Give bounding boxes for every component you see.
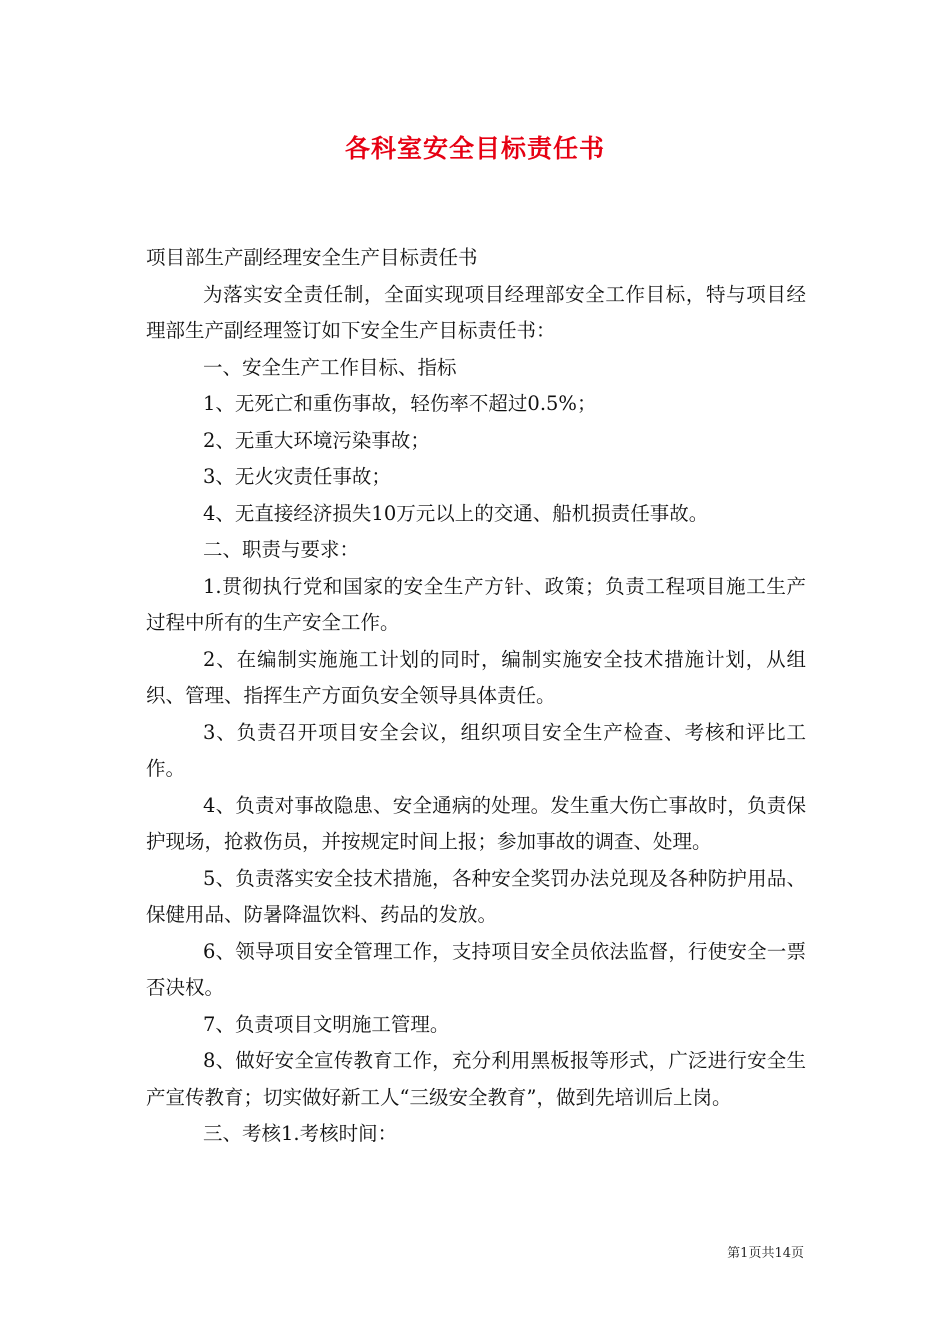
list-item: 4、负责对事故隐患、安全通病的处理。发生重大伤亡事故时，负责保护现场，抢救伤员，并按规定时间上报；参加事故的调查、处理。 bbox=[146, 793, 806, 853]
list-item: 4、无直接经济损失10万元以上的交通、船机损责任事故。 bbox=[203, 501, 709, 525]
section-heading-1: 一、安全生产工作目标、指标 bbox=[203, 355, 457, 379]
page-number: 第1页共14页 bbox=[727, 1246, 804, 1261]
list-item: 2、无重大环境污染事故； bbox=[203, 428, 430, 452]
list-item: 1.贯彻执行党和国家的安全生产方针、政策；负责工程项目施工生产过程中所有的生产安全工作。 bbox=[146, 574, 806, 634]
list-item: 6、领导项目安全管理工作，支持项目安全员依法监督，行使安全一票否决权。 bbox=[146, 939, 806, 999]
section-heading-2: 二、职责与要求： bbox=[203, 538, 360, 561]
list-item: 3、负责召开项目安全会议，组织项目安全生产检查、考核和评比工作。 bbox=[146, 720, 806, 780]
subtitle: 项目部生产副经理安全生产目标责任书 bbox=[146, 246, 478, 269]
list-item: 1、无死亡和重伤事故，轻伤率不超过0.5%； bbox=[203, 392, 597, 415]
list-item: 3、无火灾责任事故； bbox=[203, 465, 391, 488]
document-body bbox=[146, 240, 806, 1153]
paragraph-intro: 为落实安全责任制，全面实现项目经理部安全工作目标，特与项目经理部生产副经理签订如下安全生产目标责任书： bbox=[146, 282, 806, 342]
list-item: 8、做好安全宣传教育工作，充分利用黑板报等形式，广泛进行安全生产宣传教育；切实做好新工人“三级安全教育”，做到先培训后上岗。 bbox=[146, 1049, 806, 1109]
list-item: 7、负责项目文明施工管理。 bbox=[203, 1012, 450, 1036]
section-heading-3: 三、考核1.考核时间： bbox=[203, 1122, 398, 1145]
list-item: 2、在编制实施施工计划的同时，编制实施安全技术措施计划，从组织、管理、指挥生产方面负安全领导具体责任。 bbox=[146, 647, 806, 707]
document-title: 各科室安全目标责任书 bbox=[344, 134, 605, 163]
list-item: 5、负责落实安全技术措施，各种安全奖罚办法兑现及各种防护用品、保健用品、防暑降温饮料、药品的发放。 bbox=[146, 866, 806, 926]
